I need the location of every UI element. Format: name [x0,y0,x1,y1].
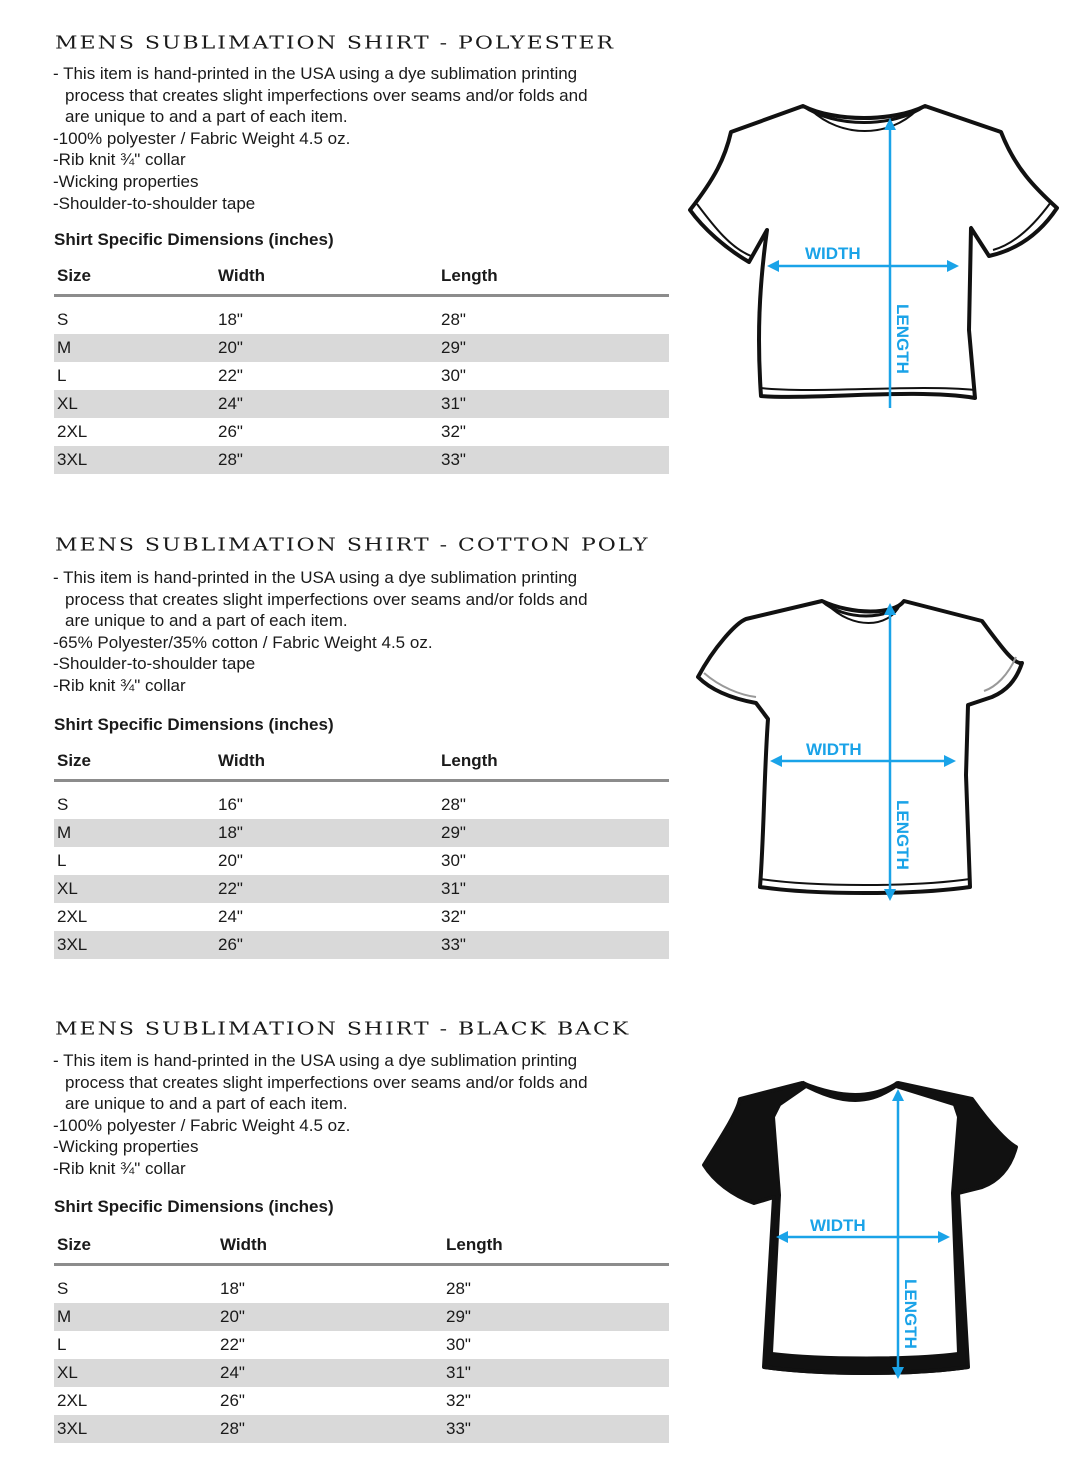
length-label: LENGTH [901,1279,920,1349]
desc-line: are unique to and a part of each item. [65,611,348,631]
table-row [54,903,669,931]
desc-line: process that creates slight imperfections over seams and/or folds and [65,1072,588,1092]
cell-width: 18" [218,310,243,329]
cell-width: 26" [218,422,243,441]
cell-size: L [57,851,67,870]
table-row [54,1303,669,1331]
desc-line: -100% polyester / Fabric Weight 4.5 oz. [53,128,351,148]
tshirt-diagram [685,98,1065,408]
description [53,567,673,697]
cell-size: XL [54,1359,217,1387]
table-row [54,1387,669,1415]
tshirt-outline-icon [690,106,1057,398]
table-row [54,875,669,903]
desc-line: are unique to and a part of each item. [65,107,348,127]
size-table [54,266,669,474]
cell-length: 29" [438,334,669,362]
cell-length: 28" [441,310,466,329]
cell-width: 18" [215,819,438,847]
cell-length: 28" [446,1279,471,1298]
cell-width: 26" [215,931,438,959]
cell-size: 2XL [57,907,88,926]
table-row [54,931,669,959]
cell-length: 33" [438,931,669,959]
table-row [54,1275,669,1303]
table-row [54,819,669,847]
desc-line: -Wicking properties [53,1137,199,1157]
size-table [54,1235,669,1443]
length-label: LENGTH [893,304,912,374]
description [53,1050,673,1180]
table-row [54,418,669,446]
width-label: WIDTH [810,1216,866,1235]
section-title: MENS SUBLIMATION SHIRT - BLACK BACK [55,1019,631,1040]
desc-line: - This item is hand-printed in the USA using a dye sublimation printing [53,568,578,587]
cell-length: 33" [443,1415,669,1443]
cell-length: 32" [446,1391,471,1410]
cell-width: 20" [215,334,438,362]
header-width: Width [217,1235,443,1265]
cell-size: XL [54,875,215,903]
cell-size: L [57,1335,67,1354]
cell-length: 32" [441,422,466,441]
cell-length: 29" [438,819,669,847]
cell-size: 3XL [54,931,215,959]
cell-width: 24" [215,390,438,418]
width-label: WIDTH [806,740,862,759]
desc-line: -Shoulder-to-shoulder tape [53,193,256,213]
cell-size: 3XL [54,1415,217,1443]
header-length: Length [443,1235,669,1265]
table-header [54,1235,669,1265]
cell-width: 22" [220,1335,245,1354]
desc-line: -Shoulder-to-shoulder tape [53,654,256,674]
table-header [54,751,669,781]
desc-line: -Wicking properties [53,171,199,191]
cell-length: 30" [441,851,466,870]
desc-line: -Rib knit ¾" collar [53,675,186,695]
desc-line: -Rib knit ¾" collar [53,150,186,170]
header-size: Size [54,266,215,296]
cell-width: 24" [217,1359,443,1387]
cell-width: 22" [215,875,438,903]
width-label: WIDTH [805,244,861,263]
cell-width: 24" [218,907,243,926]
size-table [54,751,669,959]
cell-length: 30" [446,1335,471,1354]
cell-size: M [54,334,215,362]
tshirt-diagram [702,1077,1022,1397]
cell-size: 2XL [57,1391,88,1410]
tshirt-diagram [694,595,1054,905]
table-row [54,791,669,819]
desc-line: -Rib knit ¾" collar [53,1158,186,1178]
cell-length: 31" [438,875,669,903]
desc-line: - This item is hand-printed in the USA using a dye sublimation printing [53,64,578,83]
table-row [54,446,669,474]
table-row [54,334,669,362]
cell-size: S [57,310,69,329]
cell-length: 28" [441,795,466,814]
header-width: Width [215,266,438,296]
cell-size: 3XL [54,446,215,474]
dims-heading: Shirt Specific Dimensions (inches) [54,715,334,734]
section-title: MENS SUBLIMATION SHIRT - COTTON POLY [55,535,650,556]
cell-size: 2XL [57,422,88,441]
dims-heading: Shirt Specific Dimensions (inches) [54,1197,334,1216]
cell-length: 32" [441,907,466,926]
header-size: Size [54,1235,217,1265]
cell-size: XL [54,390,215,418]
desc-line: process that creates slight imperfections over seams and/or folds and [65,85,588,105]
desc-line: process that creates slight imperfections over seams and/or folds and [65,589,588,609]
cell-width: 16" [218,795,243,814]
cell-length: 30" [441,366,466,385]
cell-size: M [54,1303,217,1331]
table-header [54,266,669,296]
desc-line: -65% Polyester/35% cotton / Fabric Weight 4.5 oz. [53,632,433,652]
length-label: LENGTH [893,800,912,870]
cell-width: 28" [215,446,438,474]
cell-length: 31" [438,390,669,418]
dims-heading: Shirt Specific Dimensions (inches) [54,230,334,249]
section-title: MENS SUBLIMATION SHIRT - POLYESTER [55,33,616,54]
header-width: Width [215,751,438,781]
cell-length: 31" [443,1359,669,1387]
cell-width: 20" [217,1303,443,1331]
desc-line: - This item is hand-printed in the USA using a dye sublimation printing [53,1051,578,1070]
cell-width: 28" [217,1415,443,1443]
table-row [54,847,669,875]
table-row [54,1415,669,1443]
table-row [54,306,669,334]
desc-line: -100% polyester / Fabric Weight 4.5 oz. [53,1115,351,1135]
table-row [54,362,669,390]
cell-size: S [57,795,69,814]
header-length: Length [438,266,669,296]
header-size: Size [54,751,215,781]
cell-width: 20" [218,851,243,870]
header-length: Length [438,751,669,781]
description [53,63,673,214]
table-row [54,1359,669,1387]
cell-size: M [54,819,215,847]
table-row [54,1331,669,1359]
cell-length: 33" [438,446,669,474]
cell-width: 22" [218,366,243,385]
table-row [54,390,669,418]
cell-length: 29" [443,1303,669,1331]
cell-size: S [57,1279,69,1298]
cell-size: L [57,366,67,385]
cell-width: 18" [220,1279,245,1298]
desc-line: are unique to and a part of each item. [65,1094,348,1114]
cell-width: 26" [220,1391,245,1410]
